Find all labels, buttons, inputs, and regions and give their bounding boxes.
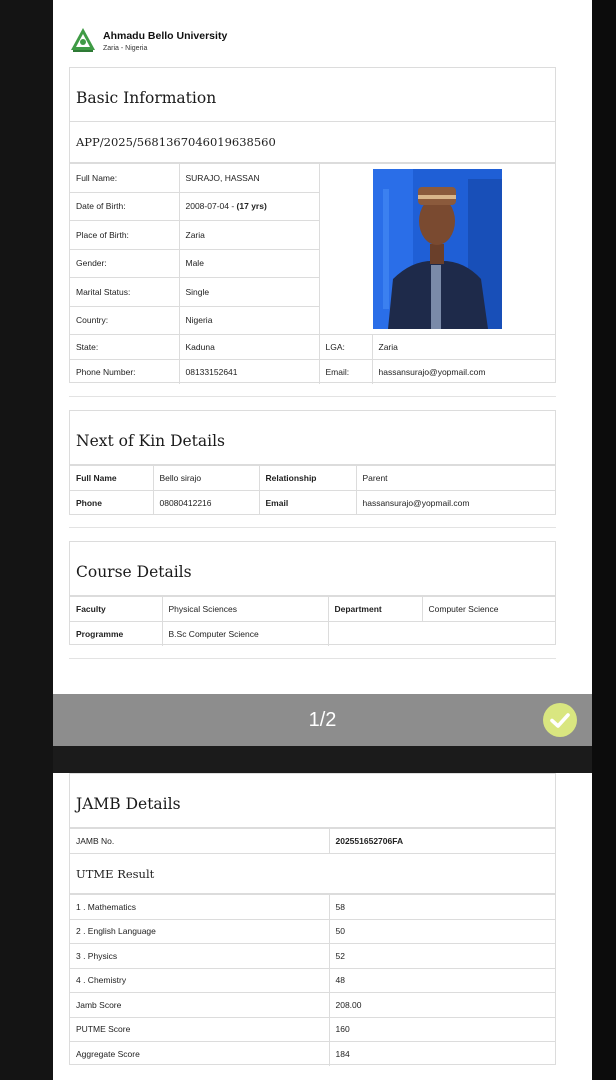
empty-cell: [328, 622, 555, 647]
jamb-details-section: [69, 773, 556, 1065]
university-location: Zaria - Nigeria: [103, 45, 148, 52]
value-department: Computer Science: [422, 597, 555, 622]
value-kin-email: hassansurajo@yopmail.com: [356, 491, 555, 516]
basic-information-section: [69, 67, 556, 383]
jamb-number-table: [70, 828, 555, 853]
next-of-kin-section: [69, 410, 556, 515]
value-kin-phone: 08080412216: [153, 491, 259, 516]
label-country: Country:: [70, 306, 179, 335]
check-circle-icon[interactable]: [543, 703, 577, 737]
page-indicator: 1/2: [308, 709, 337, 731]
university-logo-icon: [69, 26, 97, 54]
document-page-1: [53, 0, 592, 694]
label-phone: Phone Number:: [70, 360, 179, 385]
label-kin-email: Email: [259, 491, 356, 516]
value-programme: B.Sc Computer Science: [162, 622, 328, 647]
section-title: Course Details: [70, 542, 555, 596]
utme-label: 2 . English Language: [70, 919, 329, 944]
utme-label: 1 . Mathematics: [70, 895, 329, 920]
label-kin-phone: Phone: [70, 491, 153, 516]
divider: [69, 658, 556, 659]
divider: [69, 396, 556, 397]
label-marital: Marital Status:: [70, 278, 179, 307]
basic-info-table: [70, 163, 555, 384]
label-state: State:: [70, 335, 179, 360]
kin-table: [70, 465, 555, 515]
university-name: Ahmadu Bello University: [103, 30, 228, 42]
page-indicator-bar: [53, 694, 592, 746]
utme-result-title: UTME Result: [70, 853, 555, 894]
value-faculty: Physical Sciences: [162, 597, 328, 622]
value-phone: 08133152641: [179, 360, 319, 385]
label-kin-relationship: Relationship: [259, 466, 356, 491]
viewer-right-margin: [592, 0, 616, 1080]
value-pob: Zaria: [179, 221, 319, 250]
course-details-section: [69, 541, 556, 645]
utme-label: 3 . Physics: [70, 944, 329, 969]
jamb-score-value: 208.00: [329, 993, 555, 1018]
putme-score-value: 160: [329, 1017, 555, 1042]
utme-value: 48: [329, 968, 555, 993]
application-id: APP/2025/5681367046019638560: [70, 122, 555, 163]
applicant-photo: [373, 169, 502, 329]
label-pob: Place of Birth:: [70, 221, 179, 250]
utme-label: 4 . Chemistry: [70, 968, 329, 993]
value-gender: Male: [179, 249, 319, 278]
aggregate-score-label: Aggregate Score: [70, 1042, 329, 1066]
value-full-name: SURAJO, HASSAN: [179, 164, 319, 193]
value-marital: Single: [179, 278, 319, 307]
label-dob: Date of Birth:: [70, 192, 179, 221]
value-lga: Zaria: [372, 335, 555, 360]
label-gender: Gender:: [70, 249, 179, 278]
value-email: hassansurajo@yopmail.com: [372, 360, 555, 385]
aggregate-score-value: 184: [329, 1042, 555, 1066]
section-title: Next of Kin Details: [70, 411, 555, 465]
utme-value: 58: [329, 895, 555, 920]
age-text: (17 yrs): [236, 201, 267, 212]
value-kin-relationship: Parent: [356, 466, 555, 491]
viewer-left-margin: [0, 0, 53, 1080]
utme-result-table: [70, 894, 555, 1066]
course-table: [70, 596, 555, 646]
label-email: Email:: [319, 360, 372, 385]
section-title: JAMB Details: [70, 774, 555, 828]
value-jamb-no: 202551652706FA: [329, 829, 555, 854]
label-department: Department: [328, 597, 422, 622]
value-country: Nigeria: [179, 306, 319, 335]
applicant-photo-cell: [319, 164, 555, 335]
utme-value: 52: [329, 944, 555, 969]
value-state: Kaduna: [179, 335, 319, 360]
dob-text: 2008-07-04 -: [185, 201, 235, 212]
checkmark-glyph: [543, 703, 577, 737]
utme-value: 50: [329, 919, 555, 944]
label-faculty: Faculty: [70, 597, 162, 622]
value-dob: [179, 192, 319, 221]
label-kin-name: Full Name: [70, 466, 153, 491]
jamb-score-label: Jamb Score: [70, 993, 329, 1018]
label-lga: LGA:: [319, 335, 372, 360]
label-programme: Programme: [70, 622, 162, 647]
document-page-2: [53, 773, 592, 1080]
value-kin-name: Bello sirajo: [153, 466, 259, 491]
divider: [69, 527, 556, 528]
label-jamb-no: JAMB No.: [70, 829, 329, 854]
section-title: Basic Information: [70, 68, 555, 122]
label-full-name: Full Name:: [70, 164, 179, 193]
putme-score-label: PUTME Score: [70, 1017, 329, 1042]
